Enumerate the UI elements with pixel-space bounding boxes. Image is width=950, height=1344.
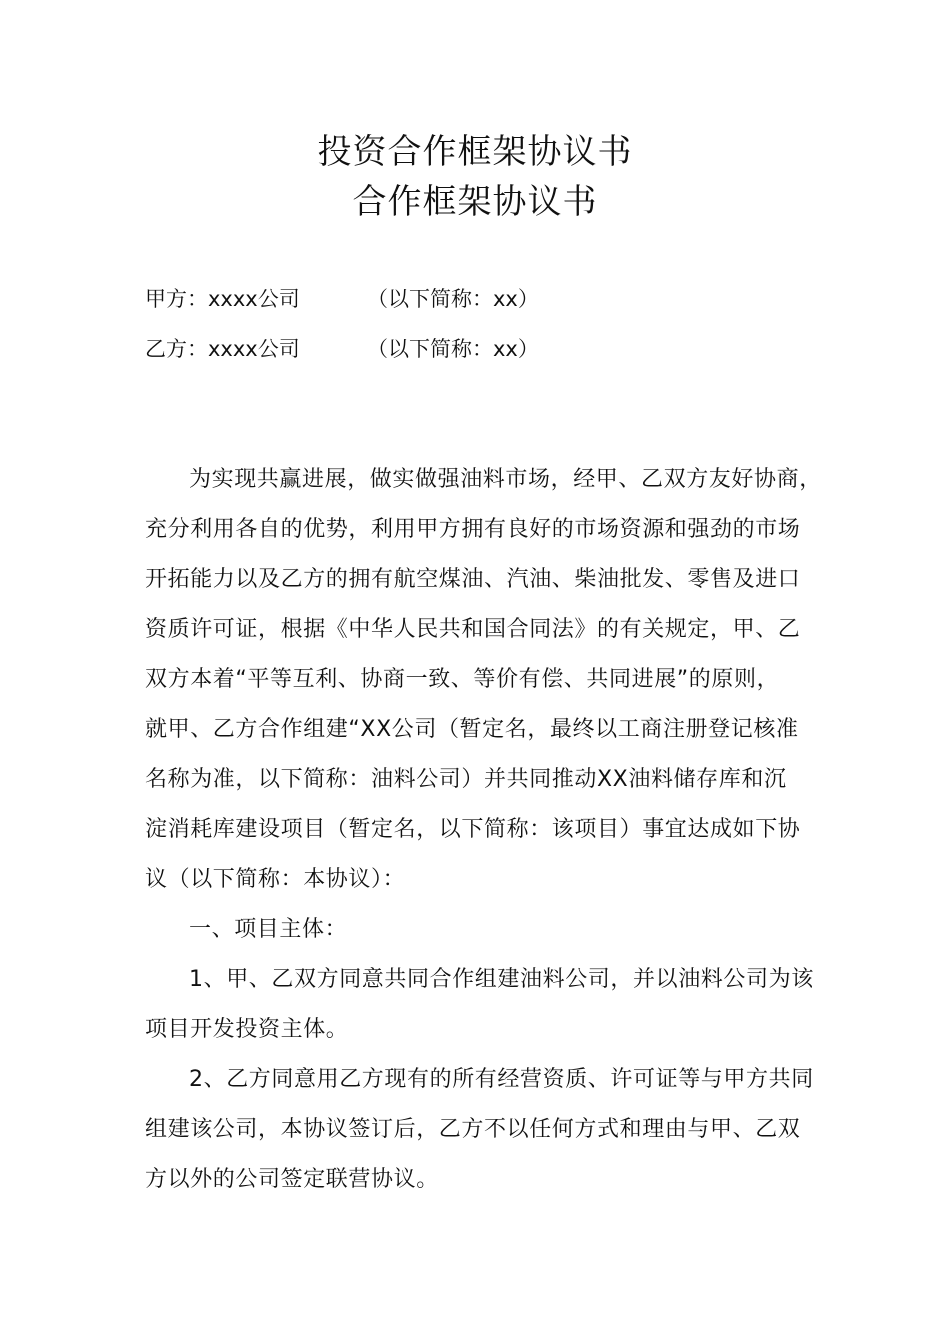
paragraph-line: 名称为准，以下简称：油料公司）并共同推动XX油料储存库和沉	[145, 767, 787, 792]
party-a	[145, 284, 539, 314]
party-b	[145, 334, 539, 364]
paragraph-line: 双方本着“平等互利、协商一致、等价有偿、共同进展”的原则，	[145, 667, 780, 692]
document-subtitle: 合作框架协议书	[352, 182, 598, 222]
document-title: 投资合作框架协议书	[317, 132, 633, 172]
clause-line: 项目开发投资主体。	[145, 1017, 349, 1042]
party-b-alias: （以下简称：xx）	[367, 337, 539, 361]
section-heading: 一、项目主体：	[189, 917, 348, 942]
paragraph-line: 开拓能力以及乙方的拥有航空煤油、汽油、柴油批发、零售及进口	[145, 567, 801, 592]
agreement-body	[145, 460, 825, 1210]
party-a-name: 甲方：xxxx公司	[145, 287, 300, 311]
paragraph-line: 就甲、乙方合作组建“XX公司（暂定名，最终以工商注册登记核准	[145, 717, 799, 742]
clause-line: 2、乙方同意用乙方现有的所有经营资质、许可证等与甲方共同	[189, 1067, 814, 1092]
paragraph-line: 议（以下简称：本协议）：	[145, 867, 406, 892]
paragraph-line: 为实现共赢进展，做实做强油料市场，经甲、乙双方友好协商，	[189, 467, 822, 492]
clause-line: 方以外的公司签定联营协议。	[145, 1167, 439, 1192]
clause-line: 组建该公司，本协议签订后，乙方不以任何方式和理由与甲、乙双	[145, 1117, 801, 1142]
clause-line: 1、甲、乙双方同意共同合作组建油料公司，并以油料公司为该	[189, 967, 814, 992]
paragraph-line: 资质许可证，根据《中华人民共和国合同法》的有关规定，甲、乙	[145, 617, 801, 642]
party-b-name: 乙方：xxxx公司	[145, 337, 300, 361]
paragraph-line: 充分利用各自的优势，利用甲方拥有良好的市场资源和强劲的市场	[145, 517, 801, 542]
party-a-alias: （以下简称：xx）	[367, 287, 539, 311]
paragraph-line: 淀消耗库建设项目（暂定名，以下简称：该项目）事宜达成如下协	[145, 817, 801, 842]
